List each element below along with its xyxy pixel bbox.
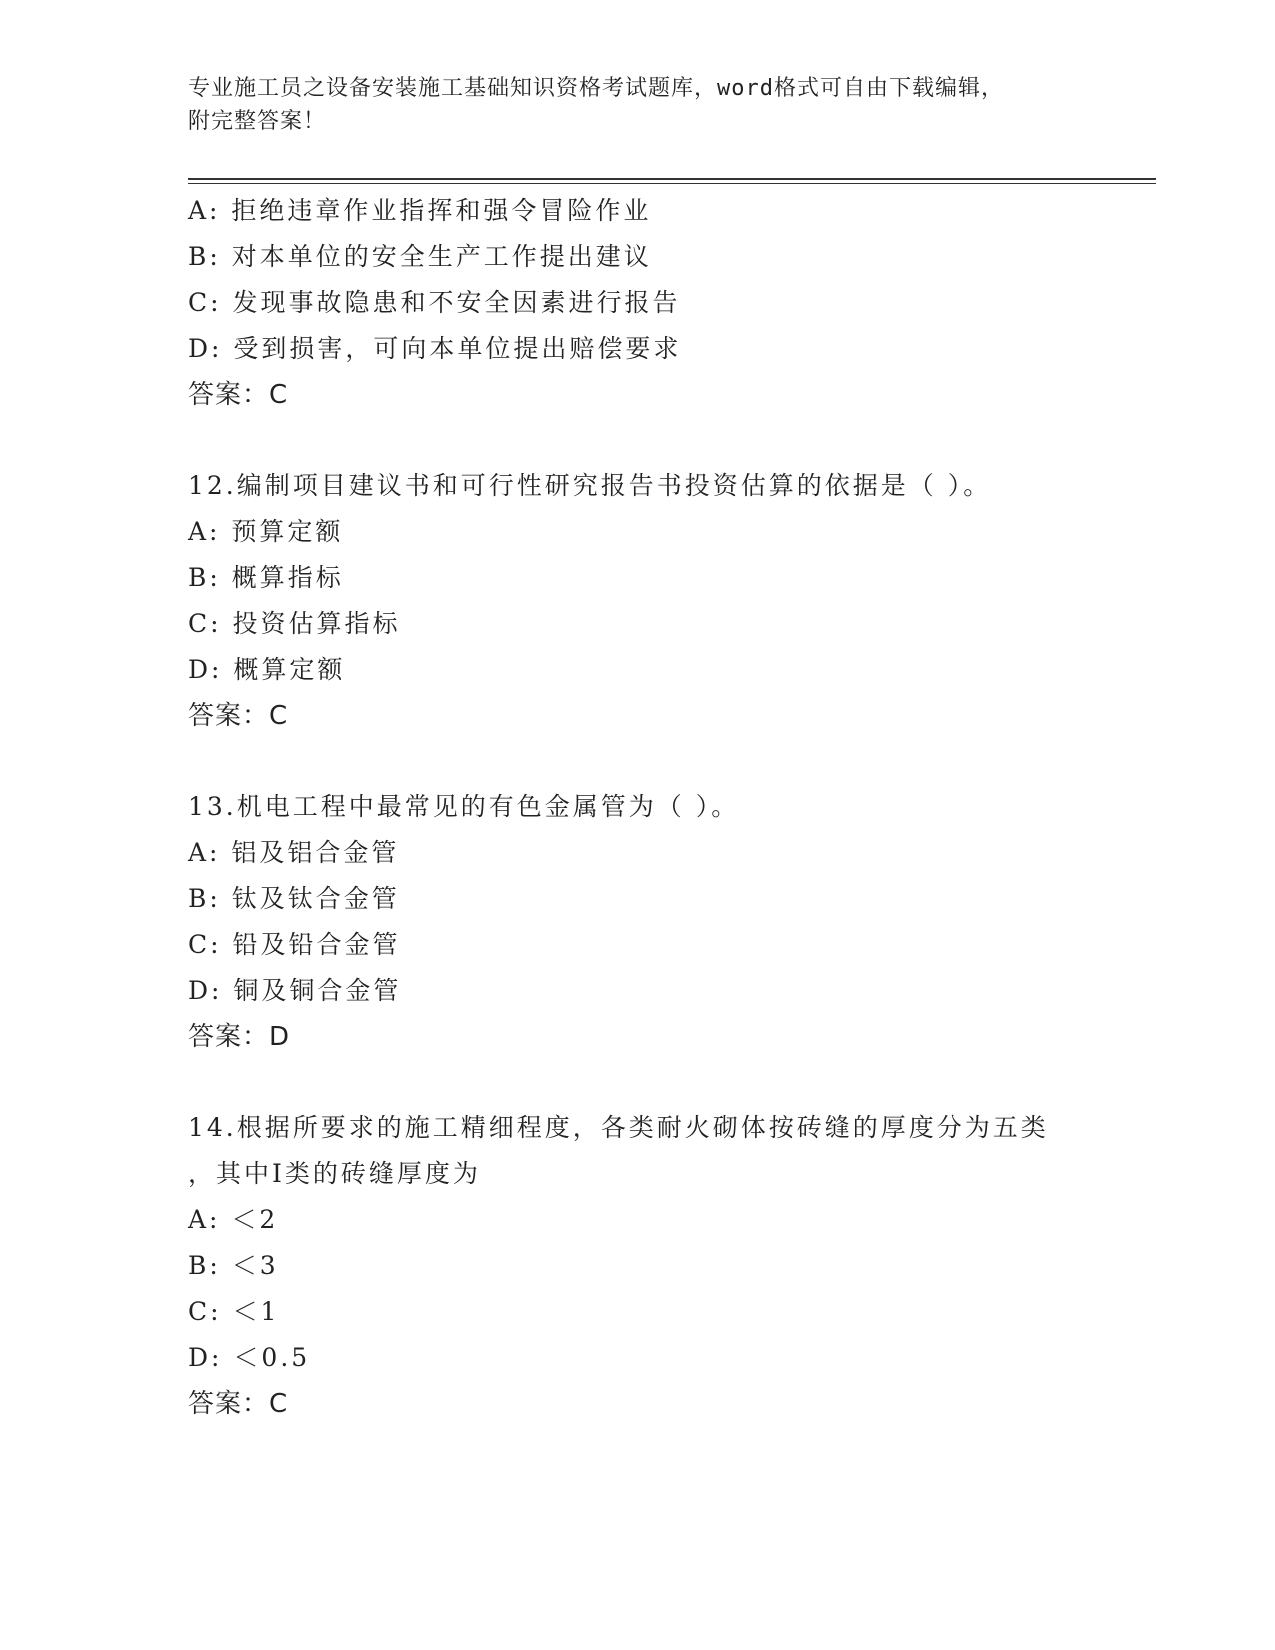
option-d: D: 铜及铜合金管: [188, 976, 402, 1005]
question-block-11: [188, 188, 1156, 418]
question-text: 13.机电工程中最常见的有色金属管为（ ）。: [188, 792, 740, 821]
question-text: 14.根据所要求的施工精细程度，各类耐火砌体按砖缝的厚度分为五类: [188, 1113, 1049, 1142]
document-header: [188, 72, 1088, 138]
option-a: A: ＜2: [188, 1205, 279, 1234]
option-c: C: 发现事故隐患和不安全因素进行报告: [188, 288, 681, 317]
option-c: C: 铅及铅合金管: [188, 930, 401, 959]
header-line-2: 附完整答案！: [188, 109, 327, 134]
option-d: D: 概算定额: [188, 655, 346, 684]
option-b: B: 对本单位的安全生产工作提出建议: [188, 242, 652, 271]
question-block-14: [188, 1105, 1156, 1427]
answer-line: 答案：C: [188, 380, 289, 410]
option-b: B: ＜3: [188, 1251, 279, 1280]
option-b: B: 钛及钛合金管: [188, 884, 400, 913]
block-spacer: [188, 418, 1156, 463]
option-a: A: 拒绝违章作业指挥和强令冒险作业: [188, 196, 652, 225]
answer-line: 答案：C: [188, 701, 289, 731]
option-a: A: 预算定额: [188, 517, 344, 546]
header-divider-thin: [188, 183, 1156, 184]
option-b: B: 概算指标: [188, 563, 344, 592]
answer-line: 答案：C: [188, 1389, 289, 1419]
header-line-1: 专业施工员之设备安装施工基础知识资格考试题库，word格式可自由下载编辑，: [188, 76, 1004, 101]
block-spacer: [188, 1060, 1156, 1105]
question-text: 12.编制项目建议书和可行性研究报告书投资估算的依据是（ ）。: [188, 471, 992, 500]
question-list: [188, 188, 1156, 1427]
header-divider-thick: [188, 178, 1156, 180]
option-d: D: ＜0.5: [188, 1343, 311, 1372]
block-spacer: [188, 739, 1156, 784]
option-d: D: 受到损害，可向本单位提出赔偿要求: [188, 334, 682, 363]
option-c: C: ＜1: [188, 1297, 280, 1326]
question-text-continued: ，其中Ⅰ类的砖缝厚度为: [188, 1159, 481, 1188]
answer-line: 答案：D: [188, 1022, 291, 1052]
question-block-13: [188, 784, 1156, 1060]
option-a: A: 铝及铝合金管: [188, 838, 400, 867]
option-c: C: 投资估算指标: [188, 609, 401, 638]
question-block-12: [188, 463, 1156, 739]
